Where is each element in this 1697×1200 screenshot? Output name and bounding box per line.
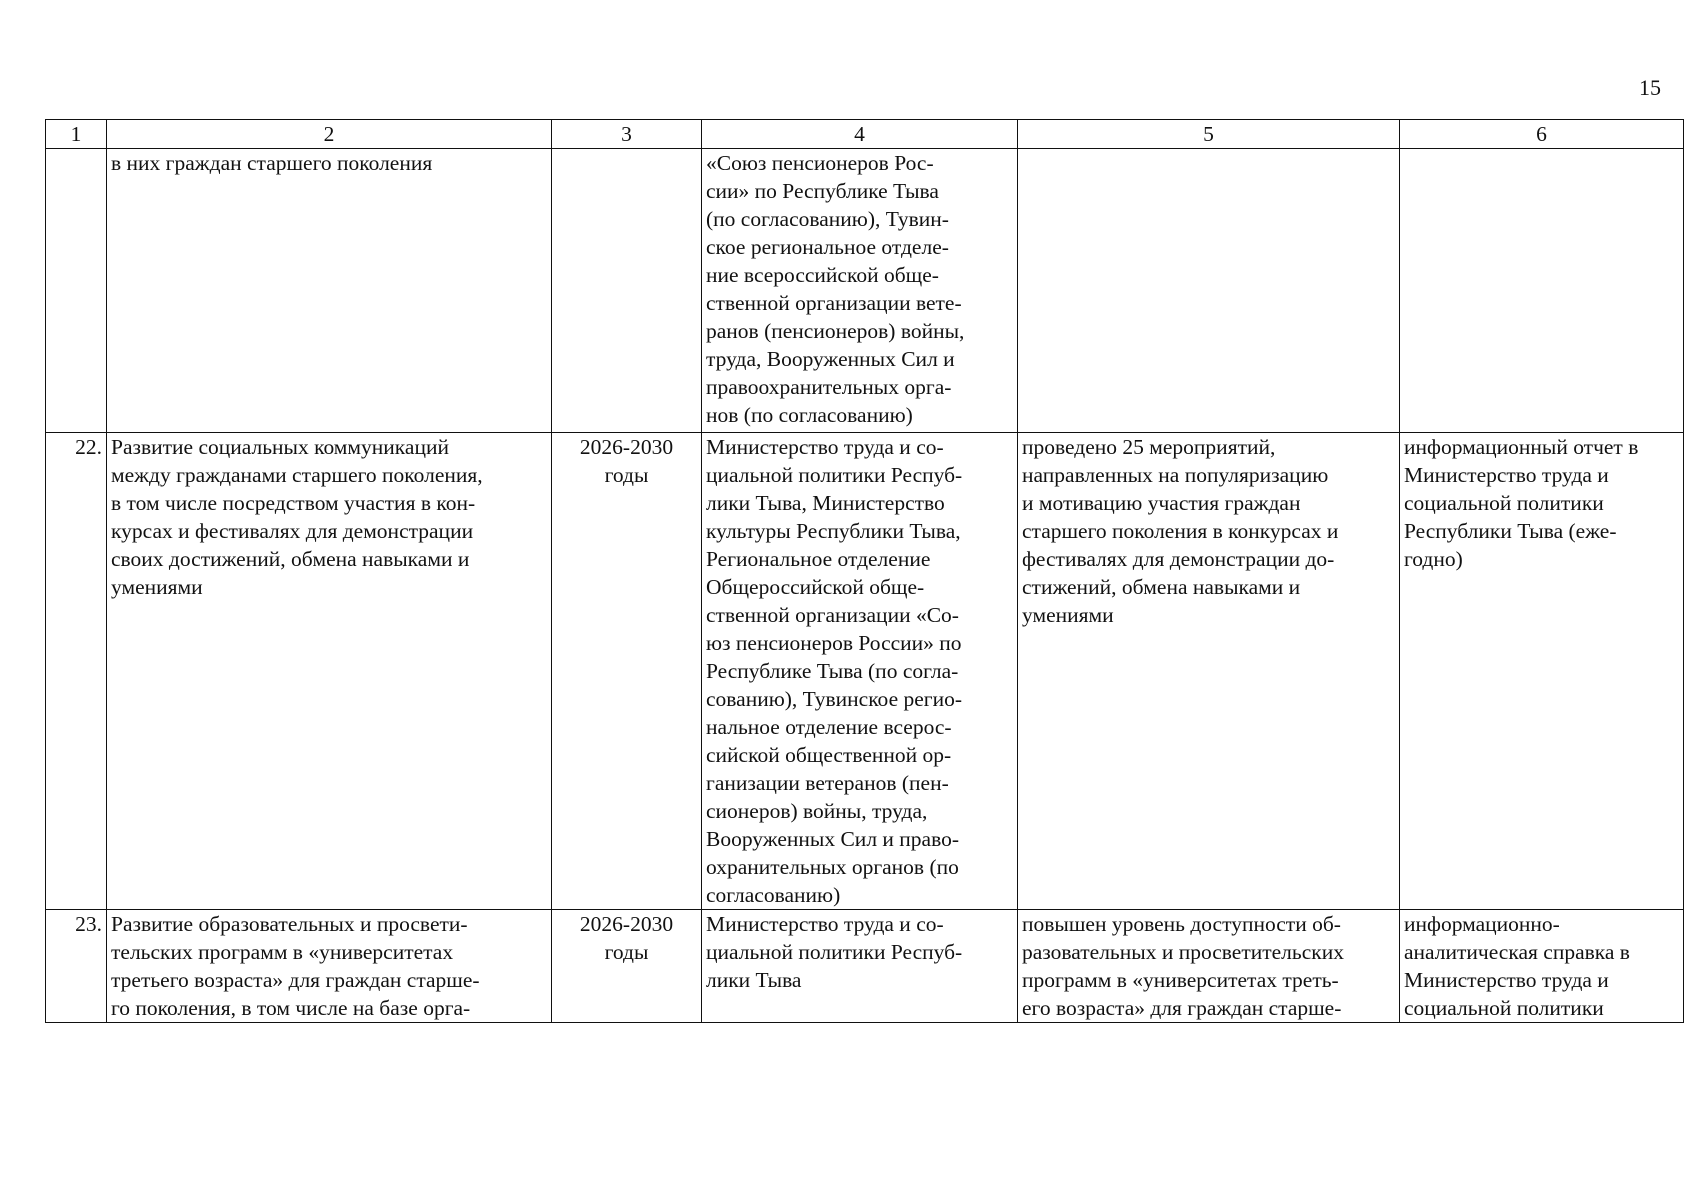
measures-table [45,119,1684,1023]
form-text: информационный отчет в Министерство труда и социальной политики Республики Тыва (еже- годно) [1404,435,1639,571]
term-cell [552,149,702,433]
executors-text: Министерство труда и со- циальной политики Респуб- лики Тыва, Министерство культуры Республики Тыва, Региональное отделение Общероссийской обще- ственной организации «Со- юз пенсионеров России» по Республике Тыва (по согла- сованию), Тувинское регио- нальное отделение всерос- сийской общественной ор- ганизации ветеранов (пен- сионеров) войны, труда, Вооруженных Сил и право- охранительных органов (по согласованию) [706,435,963,907]
row-number-cell [46,149,107,433]
row-number: 22. [75,435,102,459]
executors-cell [702,433,1018,910]
column-header-5: 5 [1018,120,1400,149]
table-row [46,149,1684,433]
form-cell [1400,433,1684,910]
measure-cell [107,149,552,433]
form-cell [1400,910,1684,1023]
result-text: проведено 25 мероприятий, направленных на популяризацию и мотивацию участия граждан старшего поколения в конкурсах и фестивалях для демонстрации до- стижений, обмена навыками и умениями [1022,435,1339,627]
term-cell [552,910,702,1023]
executors-cell [702,910,1018,1023]
result-cell [1018,433,1400,910]
term-text: 2026-2030 годы [579,435,674,487]
measure-cell [107,910,552,1023]
form-cell [1400,149,1684,433]
term-cell [552,433,702,910]
table-row [46,433,1684,910]
measure-text: Развитие социальных коммуникаций между гражданами старшего поколения, в том числе посредством участия в кон- курсах и фестивалях для демонстрации своих достижений, обмена навыками и умениями [111,435,483,599]
executors-text: Министерство труда и со- циальной политики Респуб- лики Тыва [706,912,963,992]
executors-text: «Союз пенсионеров Рос- сии» по Республике Тыва (по согласованию), Тувин- ское региональное отделе- ние всероссийской обще- ственной организации вете- ранов (пенсионеров) войны, труда, Вооруженных Сил и правоохранительных орга- нов (по согласованию) [706,151,965,427]
column-header-6: 6 [1400,120,1684,149]
table-header-row [46,120,1684,149]
column-header-4: 4 [702,120,1018,149]
executors-cell [702,149,1018,433]
page-number: 15 [1639,75,1661,100]
result-cell [1018,910,1400,1023]
form-text: информационно- аналитическая справка в Министерство труда и социальной политики [1404,912,1630,1020]
result-cell [1018,149,1400,433]
table-row [46,910,1684,1023]
row-number-cell [46,433,107,910]
row-number-cell [46,910,107,1023]
measure-text: Развитие образовательных и просвети- тельских программ в «университетах третьего возраста» для граждан старше- го поколения, в том числе на базе орга- [111,912,480,1020]
measure-text: в них граждан старшего поколения [111,151,433,175]
measure-cell [107,433,552,910]
column-header-3: 3 [552,120,702,149]
term-text: 2026-2030 годы [579,912,674,964]
row-number: 23. [75,912,102,936]
column-header-2: 2 [107,120,552,149]
column-header-1: 1 [46,120,107,149]
result-text: повышен уровень доступности об- разовательных и просветительских программ в «университетах треть- его возраста» для граждан старше- [1022,912,1344,1020]
